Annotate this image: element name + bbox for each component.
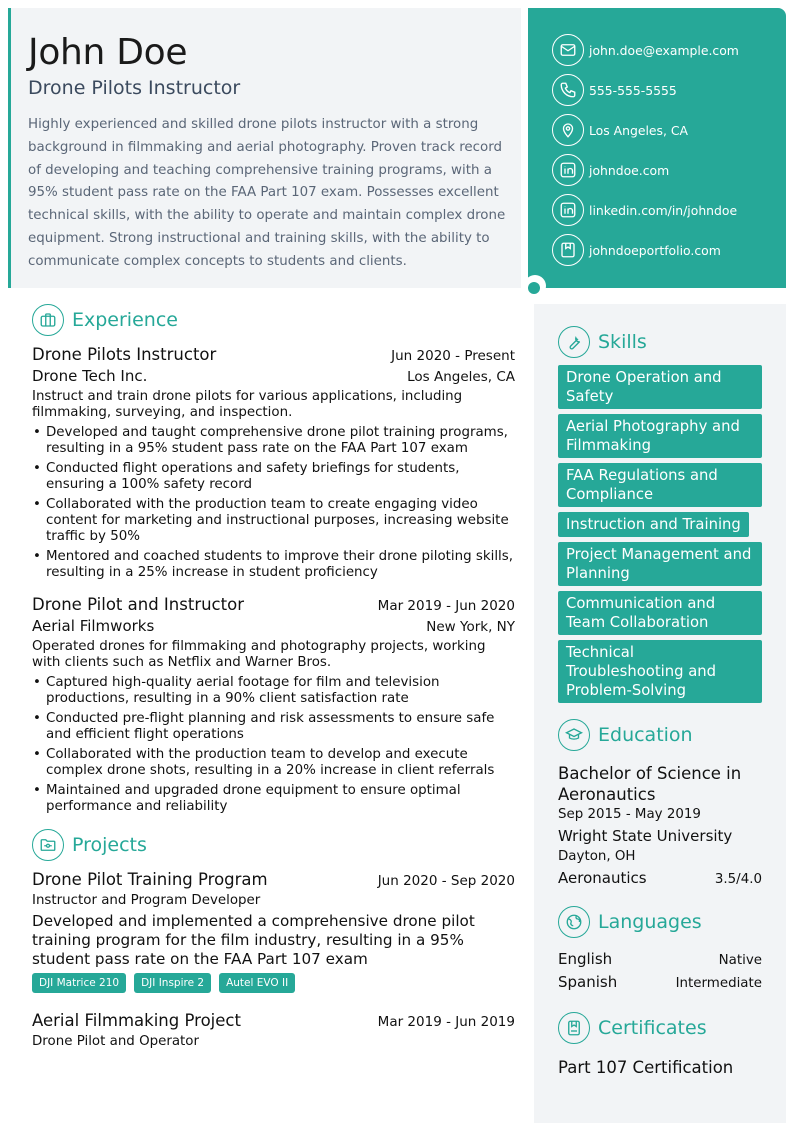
project-entry bbox=[32, 1011, 515, 1049]
certificate-item: Part 107 Certification bbox=[558, 1058, 734, 1077]
bullet-item: • Captured high-quality aerial footage for film and television productions, resulting in a 90% client satisfaction rate bbox=[32, 675, 515, 707]
folder-icon bbox=[32, 829, 64, 861]
bullet-item: • Collaborated with the production team to develop and execute complex drone shots, resulting in a 20% increase in client referrals bbox=[32, 747, 515, 779]
skills-section-header bbox=[558, 326, 762, 358]
job-title: Drone Pilot and Instructor bbox=[32, 595, 244, 614]
education-school: Wright State University bbox=[558, 827, 733, 845]
tag-badge: DJI Inspire 2 bbox=[134, 973, 211, 993]
globe-icon bbox=[558, 906, 590, 938]
job-description: Operated drones for filmmaking and photography projects, working with clients such as Netflix and Warner Bros. bbox=[32, 639, 486, 670]
certificates-section-header bbox=[558, 1012, 762, 1044]
contact-location bbox=[552, 114, 786, 146]
briefcase-icon bbox=[32, 304, 64, 336]
tag-badge: Autel EVO II bbox=[219, 973, 295, 993]
decorative-dot bbox=[528, 282, 540, 294]
skills-heading: Skills bbox=[598, 331, 647, 353]
contact-email[interactable] bbox=[552, 34, 786, 66]
email-text: john.doe@example.com bbox=[589, 42, 739, 58]
languages-heading: Languages bbox=[598, 911, 702, 933]
projects-heading: Projects bbox=[72, 834, 147, 856]
education-heading: Education bbox=[598, 724, 693, 746]
project-title: Drone Pilot Training Program bbox=[32, 870, 268, 889]
project-description: Developed and implemented a comprehensive drone pilot training program for the film industry, resulting in a 95% student pass rate on the FAA Part 107 exam bbox=[32, 912, 475, 968]
skill-badge: Project Management and Planning bbox=[558, 542, 762, 586]
skill-badge: Drone Operation and Safety bbox=[558, 365, 762, 409]
phone-icon bbox=[552, 74, 584, 106]
header-summary-panel bbox=[8, 8, 521, 288]
languages-section-header bbox=[558, 906, 762, 938]
contact-website[interactable] bbox=[552, 154, 786, 186]
bullet-item: • Maintained and upgraded drone equipment to ensure optimal performance and reliability bbox=[32, 783, 515, 815]
languages-list bbox=[558, 948, 762, 994]
linkedin-icon bbox=[552, 154, 584, 186]
contact-panel bbox=[528, 8, 786, 288]
phone-text: 555-555-5555 bbox=[589, 82, 677, 98]
project-tags bbox=[32, 973, 515, 993]
job-location: New York, NY bbox=[426, 619, 515, 635]
company-name: Aerial Filmworks bbox=[32, 617, 155, 635]
bullet-item: • Developed and taught comprehensive drone pilot training programs, resulting in a 95% student pass rate on the FAA Part 107 exam bbox=[32, 425, 515, 457]
language-level: Intermediate bbox=[675, 976, 762, 991]
job-bullets bbox=[32, 425, 515, 581]
company-name: Drone Tech Inc. bbox=[32, 367, 148, 385]
experience-heading: Experience bbox=[72, 309, 178, 331]
education-location: Dayton, OH bbox=[558, 849, 636, 864]
graduation-cap-icon bbox=[558, 719, 590, 751]
education-field: Aeronautics bbox=[558, 869, 647, 887]
portfolio-icon bbox=[552, 234, 584, 266]
contact-portfolio[interactable] bbox=[552, 234, 786, 266]
project-entry bbox=[32, 870, 515, 993]
job-location: Los Angeles, CA bbox=[407, 369, 515, 385]
experience-section-header bbox=[32, 304, 515, 336]
certificate-icon bbox=[558, 1012, 590, 1044]
main-column bbox=[32, 304, 515, 1063]
candidate-name: John Doe bbox=[28, 32, 188, 73]
summary-text: Highly experienced and skilled drone pilots instructor with a strong background in filmmaking and aerial photography. Proven track record of developing and teaching comprehensive training programs, with a 95% student pass rate on the FAA Part 107 exam. Possesses excellent technical skills, with the ability to operate and maintain complex drone equipment. Strong instructional and training skills, with the ability to communicate complex concepts to students and clients. bbox=[28, 117, 506, 269]
experience-entry bbox=[32, 595, 515, 815]
website-text: johndoe.com bbox=[589, 162, 670, 178]
linkedin-text: linkedin.com/in/johndoe bbox=[589, 202, 738, 218]
tag-badge: DJI Matrice 210 bbox=[32, 973, 126, 993]
bullet-item: • Collaborated with the production team to create engaging video content for marketing and instructional purposes, increasing website traffic by 50% bbox=[32, 497, 515, 545]
location-text: Los Angeles, CA bbox=[589, 122, 689, 138]
skill-badge: FAA Regulations and Compliance bbox=[558, 463, 762, 507]
map-pin-icon bbox=[552, 114, 584, 146]
bullet-item: • Conducted flight operations and safety briefings for students, ensuring a 100% safety record bbox=[32, 461, 515, 493]
project-title: Aerial Filmmaking Project bbox=[32, 1011, 241, 1030]
job-date: Jun 2020 - Present bbox=[391, 348, 515, 364]
candidate-title: Drone Pilots Instructor bbox=[28, 77, 241, 99]
sidebar-column bbox=[534, 304, 786, 1123]
contact-linkedin[interactable] bbox=[552, 194, 786, 226]
language-row bbox=[558, 948, 762, 971]
skill-badge: Communication and Team Collaboration bbox=[558, 591, 762, 635]
skill-badge: Aerial Photography and Filmmaking bbox=[558, 414, 762, 458]
portfolio-text: johndoeportfolio.com bbox=[589, 242, 721, 258]
experience-entry bbox=[32, 345, 515, 581]
job-bullets bbox=[32, 675, 515, 815]
skill-badge: Technical Troubleshooting and Problem-Solving bbox=[558, 640, 762, 703]
project-date: Jun 2020 - Sep 2020 bbox=[377, 873, 515, 889]
project-role: Instructor and Program Developer bbox=[32, 893, 261, 908]
education-date: Sep 2015 - May 2019 bbox=[558, 807, 701, 822]
language-name: Spanish bbox=[558, 973, 618, 991]
job-title: Drone Pilots Instructor bbox=[32, 345, 217, 364]
job-description: Instruct and train drone pilots for various applications, including filmmaking, surveying, and inspection. bbox=[32, 389, 463, 420]
job-date: Mar 2019 - Jun 2020 bbox=[377, 598, 515, 614]
contact-phone[interactable] bbox=[552, 74, 786, 106]
projects-section-header bbox=[32, 829, 515, 861]
skills-list bbox=[558, 365, 762, 703]
certificates-heading: Certificates bbox=[598, 1017, 707, 1039]
language-row bbox=[558, 971, 762, 994]
education-gpa: 3.5/4.0 bbox=[714, 872, 762, 887]
bullet-item: • Mentored and coached students to improve their drone piloting skills, resulting in a 25% increase in student proficiency bbox=[32, 549, 515, 581]
skill-badge: Instruction and Training bbox=[558, 512, 749, 537]
project-role: Drone Pilot and Operator bbox=[32, 1034, 200, 1049]
project-date: Mar 2019 - Jun 2019 bbox=[377, 1014, 515, 1030]
bullet-item: • Conducted pre-flight planning and risk assessments to ensure safe and efficient flight operations bbox=[32, 711, 515, 743]
language-name: English bbox=[558, 950, 613, 968]
linkedin-icon bbox=[552, 194, 584, 226]
email-icon bbox=[552, 34, 584, 66]
language-level: Native bbox=[718, 953, 762, 968]
wrench-icon bbox=[558, 326, 590, 358]
education-degree: Bachelor of Science in Aeronautics bbox=[558, 764, 742, 804]
education-section-header bbox=[558, 719, 762, 751]
